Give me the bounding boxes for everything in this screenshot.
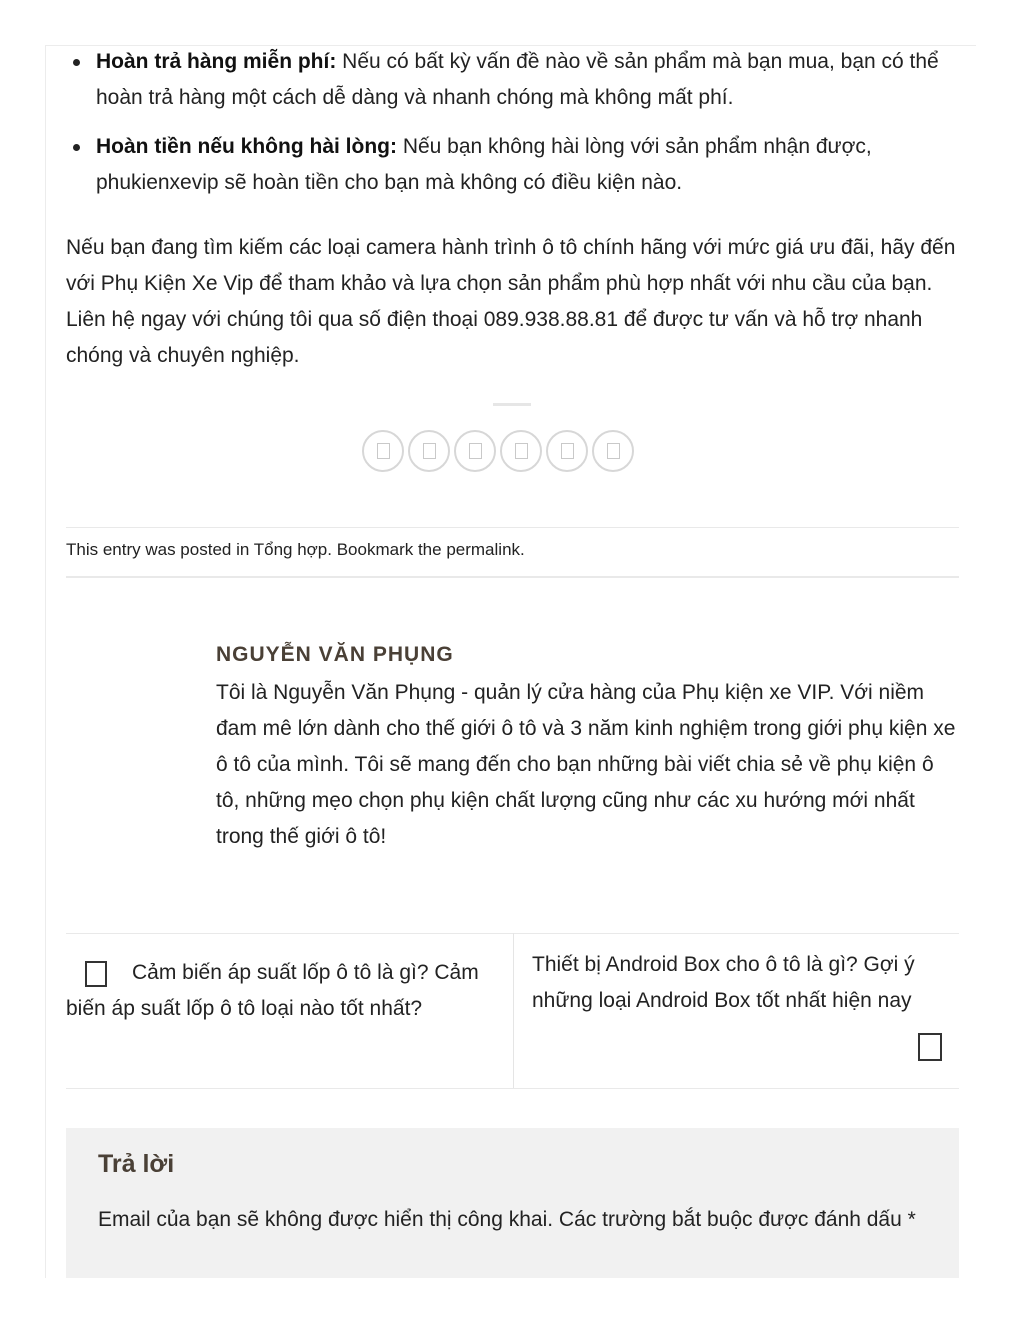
closing-paragraph: Nếu bạn đang tìm kiếm các loại camera hành trình ô tô chính hãng với mức giá ưu đãi, hãy đến với Phụ Kiện Xe Vip để tham khảo và lựa chọn sản phẩm phù hợp nhất với nhu cầu của bạn. Liên hệ ngay với chúng tôi qua số điện thoại 089.938.88.81 để được tư vấn và hỗ trợ nhanh chóng và chuyên nghiệp.: [66, 236, 956, 367]
permalink-link[interactable]: permalink: [446, 540, 521, 559]
category-link[interactable]: Tổng hợp: [253, 540, 328, 559]
list-item-title: Hoàn trả hàng miễn phí:: [96, 50, 337, 73]
next-arrow-icon: [918, 1033, 942, 1061]
article-page: [45, 45, 976, 1278]
share-icon-2: [423, 443, 436, 459]
share-button[interactable]: [546, 430, 588, 472]
author-bio: Tôi là Nguyễn Văn Phụng - quản lý cửa hàng của Phụ kiện xe VIP. Với niềm đam mê lớn dành cho thế giới ô tô và 3 năm kinh nghiệm trong giới phụ kiện xe ô tô của mình. Tôi sẽ mang đến cho bạn những bài viết chia sẻ về phụ kiện ô tô, những mẹo chọn phụ kiện chất lượng cũng như các xu hướng mới nhất trong thế giới ô tô!: [216, 681, 956, 848]
share-icon-6: [607, 443, 620, 459]
list-item: [96, 45, 959, 116]
author-name: NGUYỄN VĂN PHỤNG: [216, 643, 454, 666]
entry-meta-prefix: This entry was posted in: [66, 540, 254, 559]
reply-section: [66, 1128, 959, 1278]
previous-post-link[interactable]: Cảm biến áp suất lốp ô tô là gì? Cảm biến áp suất lốp ô tô loại nào tốt nhất?: [66, 961, 479, 1020]
share-divider: [493, 403, 531, 406]
entry-meta-suffix: .: [520, 540, 525, 559]
share-button[interactable]: [500, 430, 542, 472]
entry-meta: [66, 540, 525, 560]
closing-paragraph-container: [66, 230, 959, 374]
list-item-text: Nếu có bất kỳ vấn đề nào về sản phẩm mà bạn mua, bạn có thể hoàn trả hàng một cách dễ dàng và nhanh chóng mà không mất phí.: [96, 50, 939, 109]
share-icon-1: [377, 443, 390, 459]
share-buttons: [362, 430, 634, 472]
entry-meta-middle: . Bookmark the: [327, 540, 447, 559]
author-box: [216, 643, 956, 855]
next-post: [514, 933, 959, 1089]
list-item-title: Hoàn tiền nếu không hài lòng:: [96, 135, 397, 158]
next-post-link[interactable]: Thiết bị Android Box cho ô tô là gì? Gợi ý những loại Android Box tốt nhất hiện nay: [532, 953, 915, 1012]
reply-note: Email của bạn sẽ không được hiển thị công khai. Các trường bắt buộc được đánh dấu *: [98, 1208, 916, 1231]
previous-post: [66, 933, 513, 1089]
list-item-text: Nếu bạn không hài lòng với sản phẩm nhận được, phukienxevip sẽ hoàn tiền cho bạn mà không có điều kiện nào.: [96, 135, 872, 194]
share-button[interactable]: [362, 430, 404, 472]
share-icon-4: [515, 443, 528, 459]
list-item: [96, 129, 959, 201]
share-icon-5: [561, 443, 574, 459]
divider: [66, 1088, 959, 1089]
share-icon-3: [469, 443, 482, 459]
share-button[interactable]: [408, 430, 450, 472]
post-navigation: [66, 933, 959, 1089]
divider: [66, 576, 959, 578]
previous-arrow-icon: [85, 961, 107, 987]
share-button[interactable]: [592, 430, 634, 472]
benefits-list: [66, 45, 959, 201]
reply-title: Trả lời: [98, 1150, 175, 1178]
divider: [66, 527, 959, 528]
benefits-list-container: [66, 45, 959, 214]
share-button[interactable]: [454, 430, 496, 472]
